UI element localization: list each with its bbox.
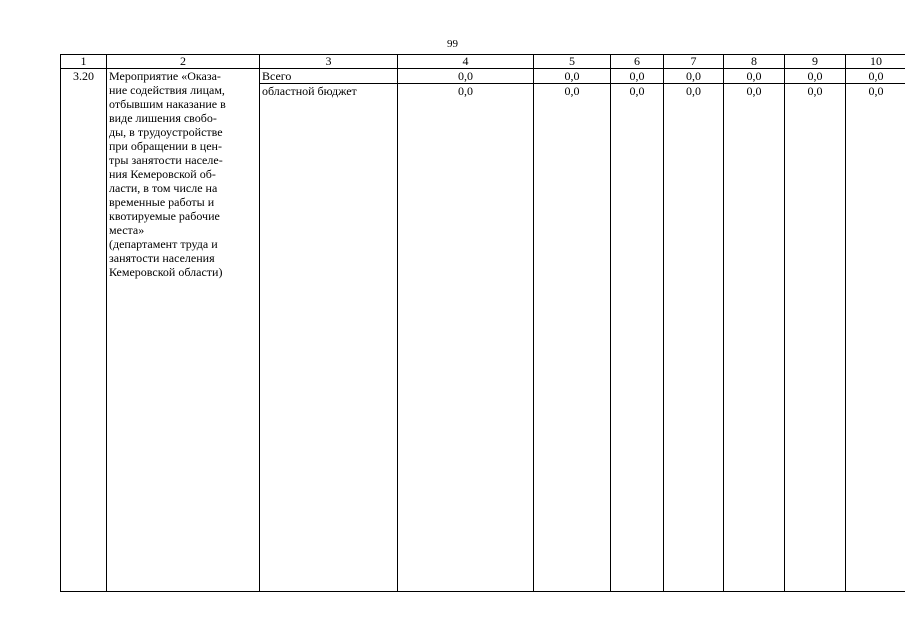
column-number: 4 [398, 55, 534, 69]
value-cell: 0,0 [724, 69, 785, 84]
column-number: 8 [724, 55, 785, 69]
value-cell: 0,0 [534, 69, 611, 84]
page-number: 99 [447, 38, 458, 50]
value-cell: 0,0 [785, 84, 846, 592]
funding-source: областной бюджет [260, 84, 398, 592]
column-number: 10 [846, 55, 905, 69]
funding-source: Всего [260, 69, 398, 84]
value-cell: 0,0 [398, 84, 534, 592]
row-index: 3.20 [61, 69, 107, 592]
value-cell: 0,0 [664, 69, 724, 84]
value-cell: 0,0 [846, 69, 905, 84]
column-number: 7 [664, 55, 724, 69]
column-number-row [61, 55, 905, 69]
value-cell: 0,0 [724, 84, 785, 592]
column-number: 6 [611, 55, 664, 69]
value-cell: 0,0 [611, 84, 664, 592]
measure-description: Мероприятие «Оказа- ние содействия лицам, отбывшим наказание в виде лишения свобо- ды, в трудоустройстве при обращении в цен- тры занятости населе- ния Кемеровской об- ласти, в том числе на временные работы и квотируемые рабочие места» (департамент труда и занятости населения Кемеровской области) [107, 69, 260, 592]
budget-table [60, 54, 905, 592]
column-number: 2 [107, 55, 260, 69]
table-row [61, 69, 905, 84]
column-number: 5 [534, 55, 611, 69]
value-cell: 0,0 [846, 84, 905, 592]
value-cell: 0,0 [398, 69, 534, 84]
value-cell: 0,0 [534, 84, 611, 592]
value-cell: 0,0 [664, 84, 724, 592]
value-cell: 0,0 [785, 69, 846, 84]
value-cell: 0,0 [611, 69, 664, 84]
column-number: 3 [260, 55, 398, 69]
column-number: 9 [785, 55, 846, 69]
column-number: 1 [61, 55, 107, 69]
